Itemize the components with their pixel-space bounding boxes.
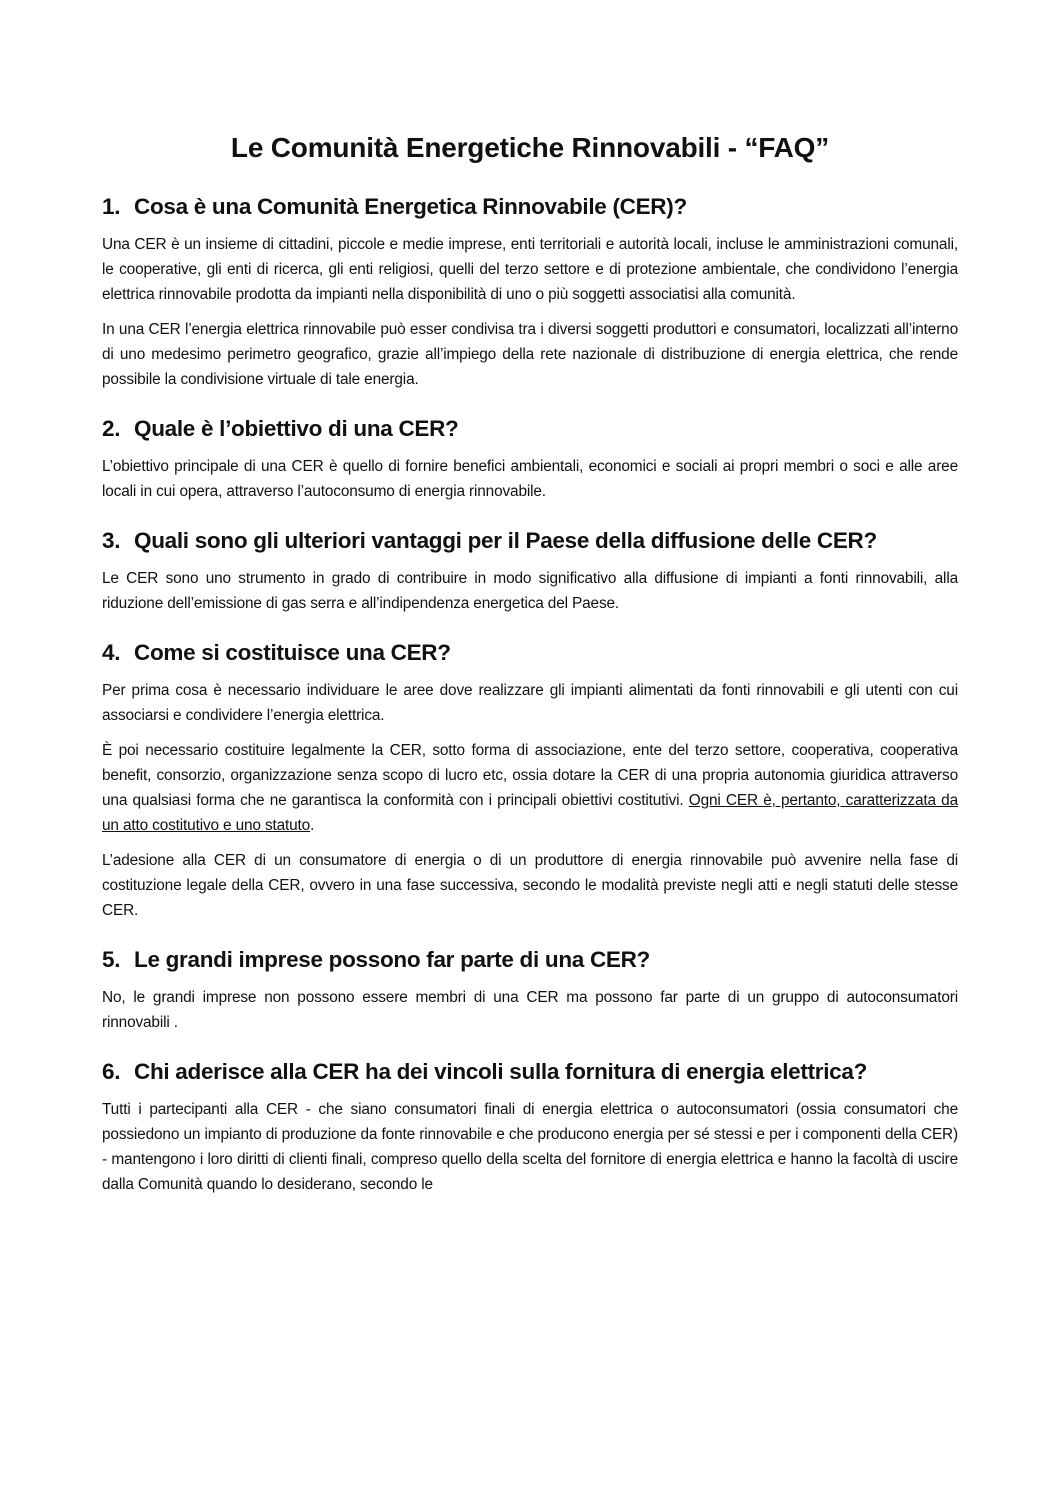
faq-question: Come si costituisce una CER? (134, 640, 451, 665)
faq-paragraph: In una CER l’energia elettrica rinnovabile può esser condivisa tra i diversi soggetti produttori e consumatori, localizzati all’interno di uno medesimo perimetro geografico, grazie all’impiego della rete nazionale di distribuzione di energia elettrica, che rende possibile la condivisione virtuale di tale energia. (102, 321, 958, 388)
faq-heading (102, 192, 958, 222)
faq-heading (102, 414, 958, 444)
faq-number: 5. (102, 947, 121, 972)
faq-paragraph: Le CER sono uno strumento in grado di contribuire in modo significativo alla diffusione di impianti a fonti rinnovabili, alla riduzione dell’emissione di gas serra e all’indipendenza energetica del Paese. (102, 570, 958, 612)
faq-paragraph: È poi necessario costituire legalmente la CER, sotto forma di associazione, ente del terzo settore, cooperativa, cooperativa benefit, consorzio, organizzazione senza scopo di lucro etc, ossia dotare la CER di una propria autonomia giuridica attraverso una qualsiasi forma che ne garantisca la conformità con i principali obiettivi costitutivi. Ogni CER è, pertanto, caratterizzata da un atto costitutivo e uno statuto. (102, 742, 958, 834)
faq-section-4 (102, 638, 958, 923)
faq-question: Quale è l’obiettivo di una CER? (134, 416, 459, 441)
faq-number: 2. (102, 416, 121, 441)
faq-heading (102, 638, 958, 668)
faq-paragraph-text: È poi necessario costituire legalmente la CER, sotto forma di associazione, ente del terzo settore, cooperativa, cooperativa benefit, consorzio, organizzazione senza scopo di lucro etc, ossia dotare la CER di una propria autonomia giuridica attraverso una qualsiasi forma che ne garantisca la conformità con i principali obiettivi costitutivi. (102, 742, 958, 809)
faq-number: 1. (102, 194, 121, 219)
document-page (102, 130, 958, 1207)
faq-section-3 (102, 526, 958, 616)
faq-section-5 (102, 945, 958, 1035)
faq-paragraph: No, le grandi imprese non possono essere membri di una CER ma possono far parte di un gruppo di autoconsumatori rinnovabili . (102, 989, 958, 1031)
faq-paragraph: L’obiettivo principale di una CER è quello di fornire benefici ambientali, economici e sociali ai propri membri o soci e alle aree locali in cui opera, attraverso l’autoconsumo di energia rinnovabile. (102, 458, 958, 500)
faq-number: 4. (102, 640, 121, 665)
faq-section-2 (102, 414, 958, 504)
faq-question: Quali sono gli ulteriori vantaggi per il Paese della diffusione delle CER? (134, 528, 877, 553)
faq-question: Chi aderisce alla CER ha dei vincoli sulla fornitura di energia elettrica? (134, 1059, 868, 1084)
faq-paragraph: Per prima cosa è necessario individuare le aree dove realizzare gli impianti alimentati da fonti rinnovabili e gli utenti con cui associarsi e condividere l’energia elettrica. (102, 682, 958, 724)
faq-section-6 (102, 1057, 958, 1197)
faq-section-1 (102, 192, 958, 392)
faq-number: 6. (102, 1059, 121, 1084)
faq-heading (102, 526, 958, 556)
document-title: Le Comunità Energetiche Rinnovabili - “FAQ” (230, 132, 830, 163)
faq-question: Le grandi imprese possono far parte di una CER? (134, 947, 650, 972)
faq-number: 3. (102, 528, 121, 553)
faq-paragraph: Una CER è un insieme di cittadini, piccole e medie imprese, enti territoriali e autorità locali, incluse le amministrazioni comunali, le cooperative, gli enti di ricerca, gli enti religiosi, quelli del terzo settore e di protezione ambientale, che condividono l’energia elettrica rinnovabile prodotta da impianti nella disponibilità di uno o più soggetti associatisi alla comunità. (102, 236, 958, 303)
faq-paragraph: Tutti i partecipanti alla CER - che siano consumatori finali di energia elettrica o autoconsumatori (ossia consumatori che possiedono un impianto di produzione da fonte rinnovabile e che producono energia per sé stessi e per i componenti della CER) - mantengono i loro diritti di clienti finali, compreso quello della scelta del fornitore di energia elettrica e hanno la facoltà di uscire dalla Comunità quando lo desiderano, secondo le (102, 1101, 958, 1193)
underlined-sentence: Ogni CER è, pertanto, caratterizzata da un atto costitutivo e uno statuto (102, 792, 958, 834)
faq-heading (102, 945, 958, 975)
faq-paragraph: L’adesione alla CER di un consumatore di energia o di un produttore di energia rinnovabile può avvenire nella fase di costituzione legale della CER, ovvero in una fase successiva, secondo le modalità previste negli atti e negli statuti delle stesse CER. (102, 852, 958, 919)
faq-heading (102, 1057, 958, 1087)
faq-question: Cosa è una Comunità Energetica Rinnovabile (CER)? (134, 194, 687, 219)
